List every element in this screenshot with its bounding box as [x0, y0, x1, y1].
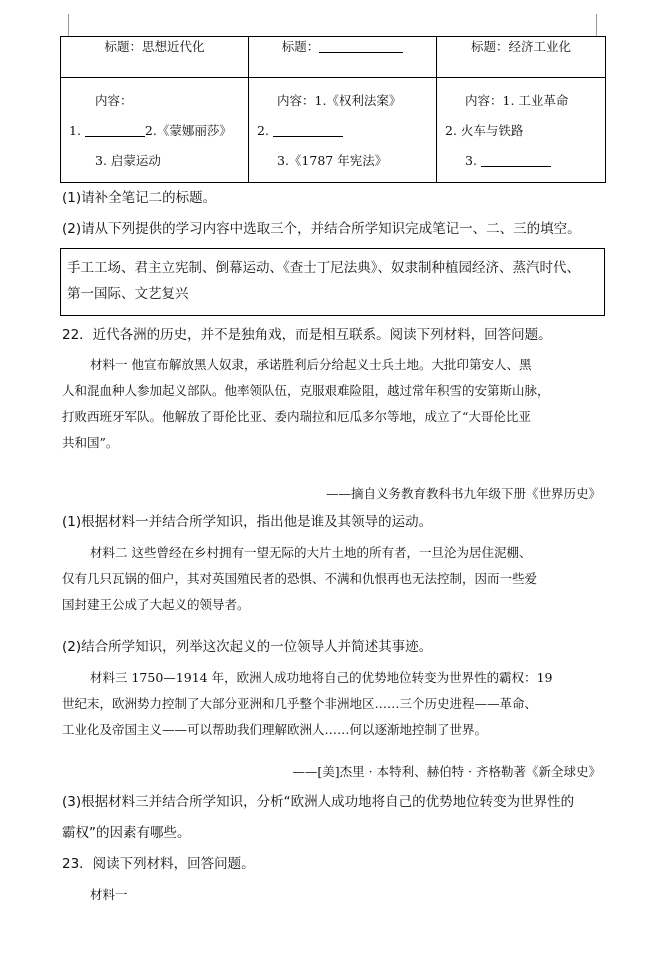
note3-line1: 内容：1. 工业革命 [465, 93, 569, 108]
material-3-line-2: 世纪末，欧洲势力控制了大部分亚洲和几乎整个非洲地区……三个历史进程——革命、 [62, 696, 538, 711]
note2-title: 标题： [249, 37, 437, 78]
material-2 [62, 540, 602, 618]
question-21-1: (1)请补全笔记二的标题。 [62, 190, 217, 206]
material-3-source: ——[美]杰里 · 本特利、赫伯特 · 齐格勒著《新全球史》 [292, 764, 601, 779]
note3-blank-3[interactable] [481, 152, 551, 167]
note1-label: 内容： [95, 93, 133, 108]
question-22-3-line-1: (3)根据材料三并结合所学知识，分析“欧洲人成功地将自己的优势地位转变为世界性的 [62, 794, 575, 810]
note1-line2: 1. 2.《蒙娜丽莎》 [69, 123, 232, 138]
note1-title: 标题：思想近代化 [61, 37, 249, 78]
note1-line3: 3. 启蒙运动 [95, 153, 161, 168]
options-line-1: 手工工场、君主立宪制、倒幕运动、《查士丁尼法典》、奴隶制种植园经济、蒸汽时代、 [67, 260, 580, 276]
question-23-intro: 23．阅读下列材料，回答问题。 [62, 856, 255, 872]
note2-content [249, 78, 437, 183]
material-1-line-4: 共和国”。 [62, 435, 119, 450]
material-3-line-1: 材料三 1750—1914 年，欧洲人成功地将自己的优势地位转变为世界性的霸权：19 [90, 670, 553, 685]
material-1 [62, 352, 602, 456]
material-1-line-1: 材料一 他宣布解放黑人奴隶，承诺胜利后分给起义士兵土地。大批印第安人、黑 [90, 357, 532, 372]
note1-blank-1[interactable] [85, 122, 145, 137]
note2-blank-2[interactable] [273, 122, 343, 137]
options-box [60, 248, 605, 316]
material-2-line-3: 国封建王公成了大起义的领导者。 [62, 597, 250, 612]
material-1-source: ——摘自义务教育教科书九年级下册《世界历史》 [325, 486, 601, 501]
material-3-line-3: 工业化及帝国主义——可以帮助我们理解欧洲人……何以逐渐地控制了世界。 [62, 722, 488, 737]
notes-table [60, 36, 606, 183]
note2-line1: 内容：1.《权利法案》 [277, 93, 402, 108]
question-23-material-label: 材料一 [90, 887, 128, 902]
material-1-line-3: 打败西班牙军队。他解放了哥伦比亚、委内瑞拉和厄瓜多尔等地，成立了“大哥伦比亚 [62, 409, 531, 424]
question-21-2: (2)请从下列提供的学习内容中选取三个，并结合所学知识完成笔记一、二、三的填空。 [62, 221, 581, 237]
material-2-line-1: 材料二 这些曾经在乡村拥有一望无际的大片土地的所有者，一旦沦为居住泥棚、 [90, 545, 532, 560]
options-line-2: 第一国际、文艺复兴 [67, 286, 189, 302]
question-22-intro: 22．近代各洲的历史，并不是独角戏，而是相互联系。阅读下列材料，回答问题。 [62, 327, 552, 343]
crop-mark-left [68, 14, 69, 36]
crop-mark-right [596, 14, 597, 36]
note1-content [61, 78, 249, 183]
note3-line3: 3. [437, 146, 605, 176]
note2-title-blank[interactable] [319, 38, 403, 53]
notes-title-row [61, 37, 606, 78]
note2-line3: 3.《1787 年宪法》 [277, 153, 388, 168]
note2-line2: 2. [249, 116, 436, 146]
material-3 [62, 665, 602, 743]
note3-content [437, 78, 606, 183]
question-22-3-line-2: 霸权”的因素有哪些。 [62, 825, 191, 841]
question-22-1: (1)根据材料一并结合所学知识，指出他是谁及其领导的运动。 [62, 514, 433, 530]
material-2-line-2: 仅有几只瓦锅的佃户，其对英国殖民者的恐惧、不满和仇恨再也无法控制，因而一些爱 [62, 571, 538, 586]
question-22-2: (2)结合所学知识，列举这次起义的一位领导人并简述其事迹。 [62, 639, 433, 655]
note3-line2: 2. 火车与铁路 [445, 123, 524, 138]
note3-title: 标题：经济工业化 [437, 37, 606, 78]
notes-content-row [61, 78, 606, 183]
material-1-line-2: 人和混血种人参加起义部队。他率领队伍，克服艰难险阻，越过常年积雪的安第斯山脉， [62, 383, 550, 398]
